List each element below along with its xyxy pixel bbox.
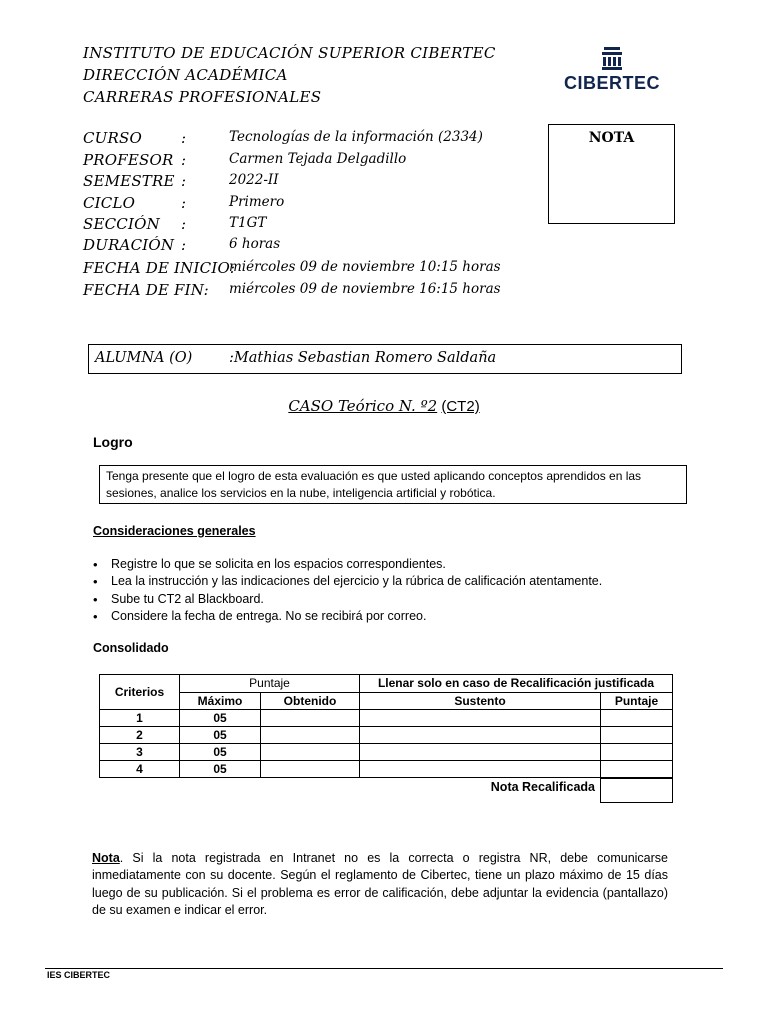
list-item: • Considere la fecha de entrega. No se recibirá por correo. — [93, 608, 602, 625]
support-cell — [360, 727, 601, 744]
student-label: ALUMNA (O) — [95, 350, 193, 366]
table-row — [100, 710, 673, 727]
crown-icon — [600, 47, 624, 71]
note-label: Nota — [92, 851, 120, 865]
colon: : — [181, 236, 187, 254]
header-line-direction: DIRECCIÓN ACADÉMICA — [83, 66, 288, 84]
max-cell: 05 — [180, 744, 261, 761]
page-title — [0, 397, 768, 415]
footer-divider — [45, 968, 723, 969]
max-header: Máximo — [180, 692, 261, 710]
grade-box-label: NOTA — [588, 130, 635, 146]
duracion-label: DURACIÓN — [83, 236, 175, 254]
criteria-header: Criterios — [100, 675, 180, 710]
cibertec-logo — [562, 47, 662, 97]
requalified-grade-box — [600, 778, 673, 803]
obtained-cell — [261, 744, 360, 761]
criteria-cell: 1 — [100, 710, 180, 727]
criteria-cell: 4 — [100, 761, 180, 778]
list-item: • Sube tu CT2 al Blackboard. — [93, 591, 602, 608]
support-cell — [360, 761, 601, 778]
obtained-header: Obtenido — [261, 692, 360, 710]
colon: : — [181, 129, 187, 147]
obtained-cell — [261, 727, 360, 744]
support-header: Sustento — [360, 692, 601, 710]
footer-text: IES CIBERTEC — [47, 970, 111, 980]
fecha-fin-value: miércoles 09 de noviembre 16:15 horas — [229, 281, 501, 297]
list-item: • Registre lo que se solicita en los espacios correspondientes. — [93, 556, 602, 573]
profesor-label: PROFESOR — [83, 151, 174, 169]
max-cell: 05 — [180, 727, 261, 744]
duracion-value: 6 horas — [229, 236, 281, 252]
table-row — [100, 761, 673, 778]
curso-label: CURSO — [83, 129, 142, 147]
colon: : — [181, 194, 187, 212]
fecha-fin-label: FECHA DE FIN: — [83, 281, 209, 299]
criteria-cell: 2 — [100, 727, 180, 744]
table-row — [100, 727, 673, 744]
requalify-score-header: Puntaje — [601, 692, 673, 710]
max-cell: 05 — [180, 710, 261, 727]
curso-value: Tecnologías de la información (2334) — [229, 129, 483, 145]
obtained-cell — [261, 761, 360, 778]
seccion-label: SECCIÓN — [83, 215, 160, 233]
obtained-cell — [261, 710, 360, 727]
considerations-heading: Consideraciones generales — [93, 524, 256, 538]
colon: : — [181, 172, 187, 190]
logro-box: Tenga presente que el logro de esta evaluación es que usted aplicando conceptos aprendidos en las sesiones, analice los servicios en la nube, inteligencia artificial y robótica. — [99, 465, 687, 504]
requalify-score-cell — [601, 727, 673, 744]
criteria-cell: 3 — [100, 744, 180, 761]
logro-heading: Logro — [93, 434, 133, 450]
semestre-value: 2022-II — [229, 172, 279, 188]
list-item: • Lea la instrucción y las indicaciones del ejercicio y la rúbrica de calificación atentamente. — [93, 573, 602, 590]
grade-box — [548, 124, 675, 224]
institution-header — [83, 42, 496, 108]
support-cell — [360, 710, 601, 727]
student-name: :Mathias Sebastian Romero Saldaña — [229, 350, 497, 366]
ciclo-value: Primero — [229, 194, 285, 210]
logo-wordmark: CIBERTEC — [563, 73, 660, 93]
fecha-inicio-label: FECHA DE INICIO: — [83, 259, 236, 277]
seccion-value: T1GT — [229, 215, 267, 231]
colon: : — [181, 151, 187, 169]
grades-table — [99, 674, 673, 778]
fecha-inicio-value: miércoles 09 de noviembre 10:15 horas — [229, 259, 501, 275]
header-line-careers: CARRERAS PROFESIONALES — [83, 88, 322, 106]
considerations-list — [93, 556, 602, 625]
consolidated-heading: Consolidado — [93, 641, 169, 655]
semestre-label: SEMESTRE — [83, 172, 175, 190]
title-main: CASO Teórico N. º2 — [288, 397, 438, 415]
student-box — [88, 344, 682, 374]
requalified-grade-label: Nota Recalificada — [490, 780, 595, 794]
colon: : — [181, 215, 187, 233]
support-cell — [360, 744, 601, 761]
requalify-score-cell — [601, 710, 673, 727]
requalify-score-cell — [601, 761, 673, 778]
requalify-score-cell — [601, 744, 673, 761]
ciclo-label: CICLO — [83, 194, 136, 212]
score-header: Puntaje — [180, 675, 360, 693]
profesor-value: Carmen Tejada Delgadillo — [229, 151, 407, 167]
max-cell: 05 — [180, 761, 261, 778]
title-code: (CT2) — [441, 398, 480, 415]
note-paragraph — [92, 850, 668, 919]
requalify-header: Llenar solo en caso de Recalificación justificada — [360, 675, 673, 693]
note-text: . Si la nota registrada en Intranet no es la correcta o registra NR, debe comunicarse inmediatamente con su docente. Según el reglamento de Cibertec, tiene un plazo máximo de 15 días luego de su publicación. Si el problema es error de calificación, debe adjuntar la evidencia (pantallazo) de su examen e indicar el error. — [92, 851, 668, 917]
header-line-institute: INSTITUTO DE EDUCACIÓN SUPERIOR CIBERTEC — [83, 44, 496, 62]
table-row — [100, 744, 673, 761]
